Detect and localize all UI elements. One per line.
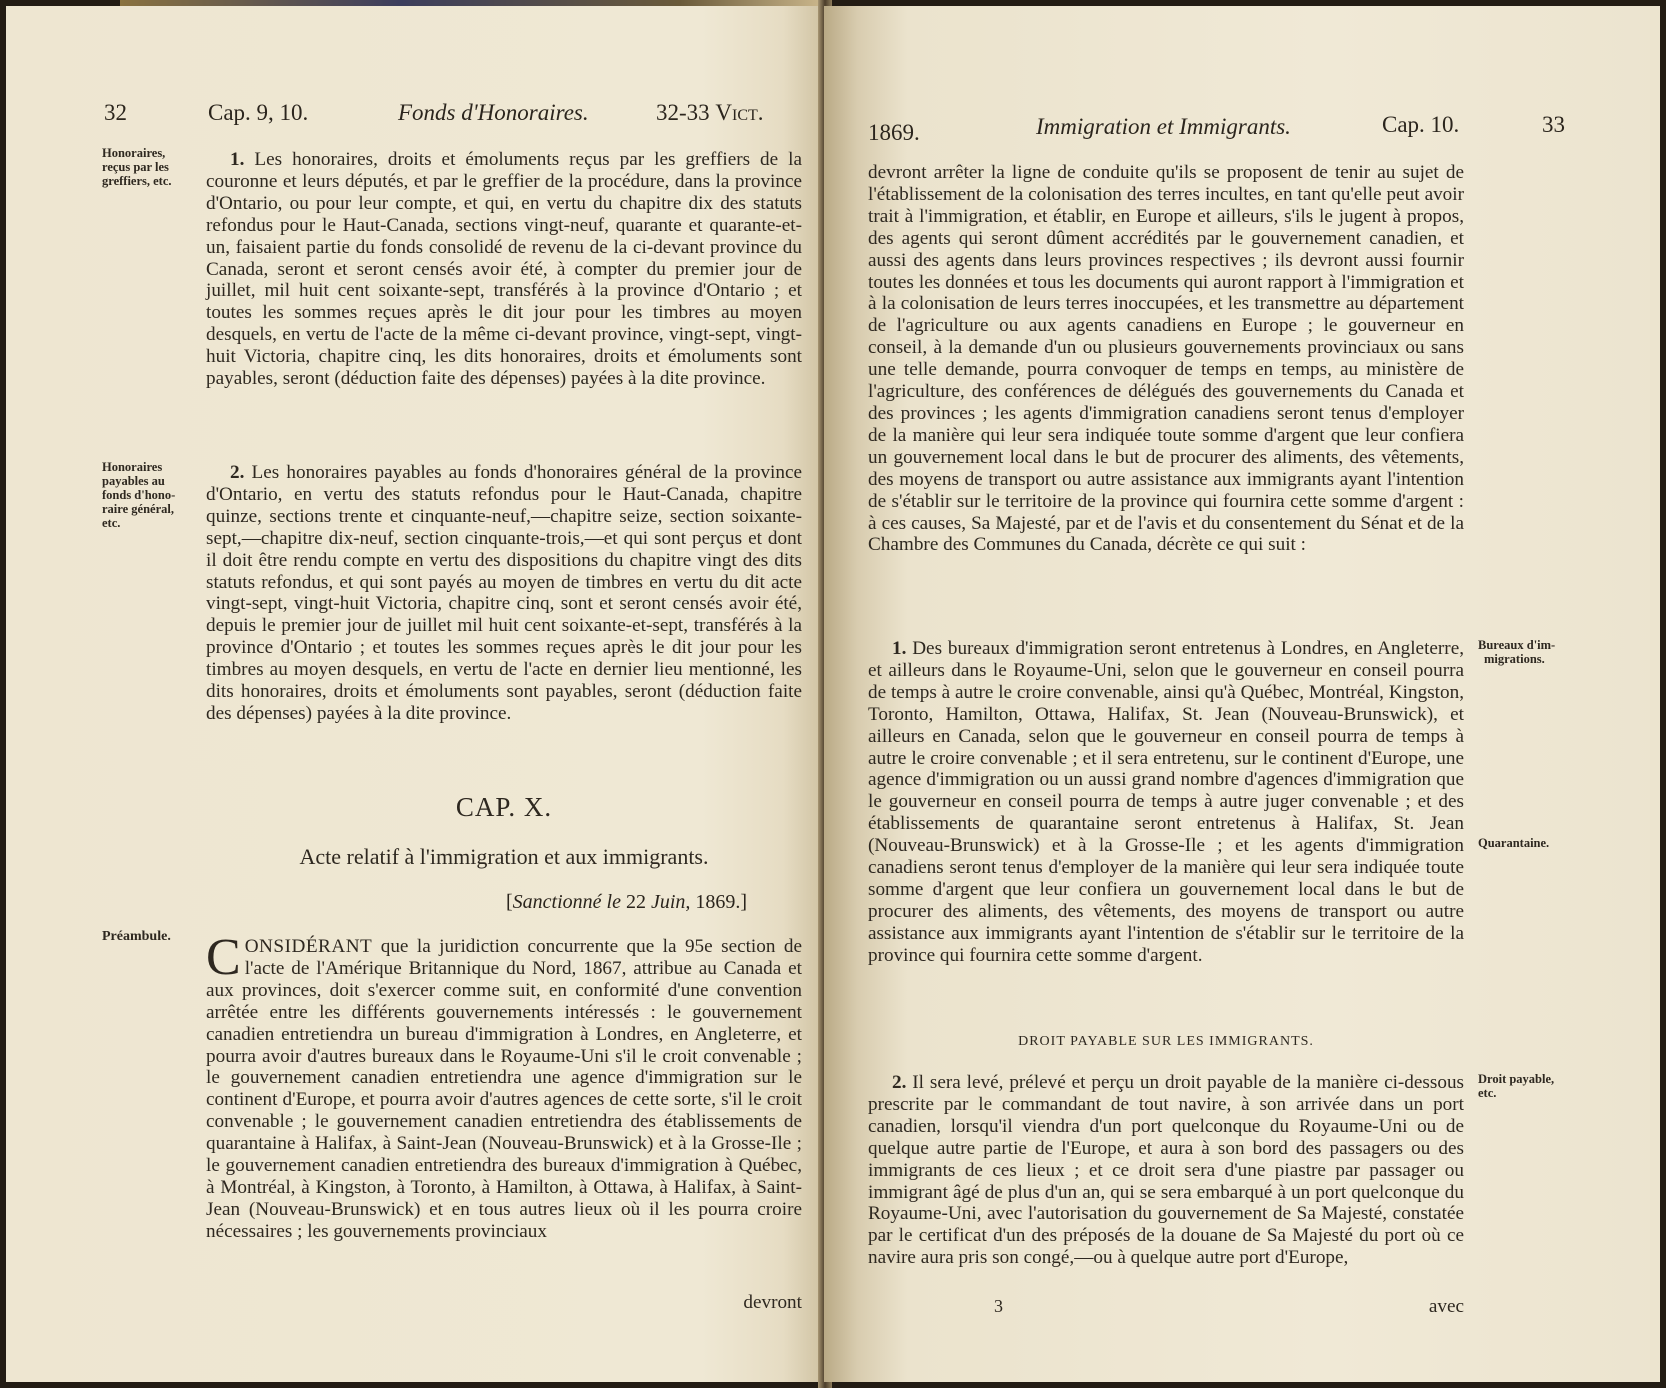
margin-line: etc. xyxy=(1478,1086,1497,1100)
sanction-label: Sanctionné le xyxy=(512,891,621,913)
section-number: 1. xyxy=(892,638,907,659)
preamble-cont-text: devront arrêter la ligne de conduite qu'ils se proposent de tenir au sujet de l'établissement de la colonisation des terres incultes, en tant qu'elle peut avoir trait à l'immigration, et établir, en Europe et ailleurs, s'ils le jugent à propos, des agents qui seront dûment accrédités par le gouvernement canadien, et aussi des agents dans leurs provinces respectives ; ils devront aussi fournir toutes les données et tous les documents qui auront rapport à l'immigration et à la colonisation de leurs terres inoccupées, et les transmettre au département de l'agriculture ou aux agents canadiens en Europe ; le gouverneur en conseil, à la demande d'un ou plusieurs gouvernements provinciaux ou sans une telle demande, pourra convoquer de temps en temps, au ministère de l'agriculture, des conférences de délégués des gouvernements du Canada et des provinces ; les agents d'immigration canadiens seront tenus d'employer de la manière qui leur sera indiquée toute somme d'argent que leur confiera un gouvernement local dans le but de procurer des aliments, des vêtements, des moyens de transport ou autre assistance aux immigrants ayant l'intention de s'établir sur le territoire de la province qui fournira cette somme d'argent : à ces causes, Sa Majesté, par et de l'avis et du consentement du Sénat et de la Chambre des Communes du Canada, décrète ce qui suit : xyxy=(868,162,1464,556)
margin-line: reçus par les xyxy=(102,160,169,174)
margin-line: Honoraires xyxy=(102,460,163,474)
margin-note-droit xyxy=(1478,1072,1554,1100)
signature-mark: 3 xyxy=(994,1296,1003,1316)
left-page-number: 32 xyxy=(104,100,127,125)
sanction-year: 1869.] xyxy=(695,891,748,913)
margin-line: fonds d'hono- xyxy=(102,488,176,502)
margin-line: raire général, xyxy=(102,502,174,516)
left-running-title: Fonds d'Honoraires. xyxy=(398,100,589,125)
margin-line: Honoraires, xyxy=(102,146,166,160)
preamble xyxy=(206,929,802,1298)
right-page xyxy=(824,6,1660,1382)
right-page-number: 33 xyxy=(1542,112,1565,137)
margin-note-bureaux xyxy=(1478,638,1555,666)
margin-line: Bureaux d'im- xyxy=(1478,638,1556,652)
duty-subheading: DROIT PAYABLE SUR LES IMMIGRANTS. xyxy=(1018,1034,1314,1049)
margin-line: greffiers, etc. xyxy=(102,174,172,188)
left-header-reign: Vict. xyxy=(715,100,764,125)
sanction-line xyxy=(506,891,747,914)
margin-line: etc. xyxy=(102,516,121,530)
margin-note-fonds xyxy=(102,460,175,530)
right-section-1 xyxy=(868,638,1464,1016)
sanction-open: [ xyxy=(506,891,513,913)
section-text: Des bureaux d'immigration seront entretenus à Londres, en Angleterre, et ailleurs dans le Royaume-Uni, selon que le gouverneur en conseil pourra de temps à autre le croire convenable, ainsi qu'à Québec, Montréal, Kingston, Toronto, Hamilton, Ottawa, Halifax, St. Jean (Nouveau-Brunswick), et ailleurs en Canada, selon que le gouverneur en conseil pourra de temps à autre le croire convenable ; et il sera entretenu, sur le continent d'Europe, une agence d'immigration ou un aussi grand nombre d'agences d'immigration que le gouverneur en conseil pourra de temps à autre juger convenable ; et des établissements de quarantaine seront entretenus à Halifax, St. Jean (Nouveau-Brunswick) et à la Grosse-Ile ; et les agents d'immigration canadiens seront tenus d'employer de la manière qui leur sera indiquée toute somme d'argent que leur confiera un gouvernement local dans le but de procurer des aliments, des vêtements, des moyens de transport ou autre assistance aux immigrants ayant l'intention de s'établir sur le territoire de la province qui fournira cette somme d'argent. xyxy=(868,638,1465,966)
left-page xyxy=(6,6,824,1382)
margin-note-honoraires xyxy=(102,146,172,188)
sanction-day: 22 xyxy=(625,891,646,913)
preamble-continuation xyxy=(868,162,1464,624)
act-title: Acte relatif à l'immigration et aux immigrants. xyxy=(299,844,709,869)
right-running-title: Immigration et Immigrants. xyxy=(1036,114,1291,139)
left-section-2 xyxy=(206,462,802,778)
section-number: 2. xyxy=(892,1072,907,1093)
right-section-2 xyxy=(868,1072,1464,1298)
margin-line: migrations. xyxy=(1484,652,1545,666)
margin-note-preambule: Préambule. xyxy=(102,929,171,944)
right-header-year: 1869. xyxy=(868,120,920,145)
margin-line: payables au xyxy=(102,474,165,488)
sanction-month: Juin, xyxy=(650,891,691,913)
section-text: Les honoraires, droits et émoluments reçus par les greffiers de la couronne et leurs députés, et par le greffier de la procédure, dans la province d'Ontario, ou pour leur compte, et qui, en vertu du chapitre dix des statuts refondus pour le Haut-Canada, sections vingt-neuf, quarante et quarante-et-un, faisaient partie du fonds consolidé de revenu de la ci-devant province du Canada, seront et seront censés avoir été, à compter du premier jour de juillet, mil huit cent soixante-sept, transférés à la province d'Ontario ; et toutes les sommes reçues après le dit jour pour les timbres au moyen desquels, en vertu de l'acte de la même ci-devant province, vingt-sept, vingt-huit Victoria, chapitre cinq, les dits honoraires, droits et émoluments sont payables, seront (déduction faite des dépenses) payées à la dite province. xyxy=(206,149,802,390)
section-number: 2. xyxy=(230,462,245,483)
right-catchword: avec xyxy=(1428,1296,1464,1317)
preamble-text: que la juridiction concurrente que la 95e section de l'acte de l'Amérique Britannique du Nord, 1867, attribue au Canada et aux provinces, doit s'exercer comme suit, en conformité d'une convention arrêtée entre les différents gouvernements intéressés : le gouvernement canadien entretiendra un bureau d'immigration à Londres, en Angleterre, et pourra avoir d'autres bureaux dans le Royaume-Uni s'il le croit convenable ; le gouvernement canadien entretiendra une agence d'immigration sur le continent d'Europe, et pourra avoir d'autres agences de cette sorte, s'il le croit convenable ; le gouvernement canadien entretiendra des établissements de quarantaine à Halifax, à Saint-Jean (Nouveau-Brunswick) et à la Grosse-Ile ; le gouvernement canadien entretiendra des bureaux d'immigration à Québec, à Montréal, à Kingston, à Toronto, à Hamilton, à Ottawa, à Halifax, à Saint-Jean (Nouveau-Brunswick) et en tous autres lieux où il les pourra croire nécessaires ; les gouvernements provinciaux xyxy=(206,936,802,1242)
margin-line: Droit payable, xyxy=(1478,1072,1555,1086)
left-header-year xyxy=(656,100,764,126)
left-section-1 xyxy=(206,149,802,441)
left-header-session: 32-33 xyxy=(656,100,710,125)
right-chapter: Cap. 10. xyxy=(1382,112,1460,137)
left-catchword: devront xyxy=(743,1292,802,1313)
cap-heading: CAP. X. xyxy=(455,792,553,822)
section-text: Les honoraires payables au fonds d'honoraires général de la province d'Ontario, en vertu des statuts refondus pour le Haut-Canada, chapitre quinze, sections trente et cinquante-neuf,—chapitre seize, section soixante-sept,—chapitre dix-neuf, section cinquante-trois,—et qui sont perçus et dont il doit être rendu compte en vertu des dispositions du chapitre vingt des dits statuts refondus, et qui sont payés au moyen de timbres en vertu du dit acte vingt-sept, vingt-huit Victoria, chapitre cinq, sont et seront censés avoir été, depuis le premier jour de juillet mil huit cent soixante-et-sept, transférés à la province d'Ontario ; et toutes les sommes reçues après le dit jour pour les timbres au moyen desquels, en vertu de l'acte en dernier lieu mentionné, les dits honoraires, droits et émoluments sont payables, seront (déduction faite des dépenses) payées à la dite province. xyxy=(206,462,802,724)
section-text: Il sera levé, prélevé et perçu un droit payable de la manière ci-dessous prescrite par le commandant de tout navire, à son arrivée dans un port canadien, lorsqu'il viendra d'un port quelconque du Royaume-Uni ou de quelque autre partie de l'Europe, et aura à son bord des passagers ou des immigrants de ces lieux ; et ce droit sera d'une piastre par passager ou immigrant âgé de plus d'un an, qui se sera embarqué à un port quelconque du Royaume-Uni, avec l'autorisation du gouvernement de Sa Majesté, constatée par le certificat d'un des préposés de la douane de Sa Majesté du port où ce navire aura pris son congé,—ou à quelque autre port d'Europe, xyxy=(868,1072,1465,1269)
left-chapter: Cap. 9, 10. xyxy=(208,100,309,125)
dropcap: C xyxy=(206,929,241,986)
margin-note-quarantaine: Quarantaine. xyxy=(1478,836,1550,850)
preamble-lead: ONSIDÉRANT xyxy=(244,936,373,957)
section-number: 1. xyxy=(230,149,245,170)
